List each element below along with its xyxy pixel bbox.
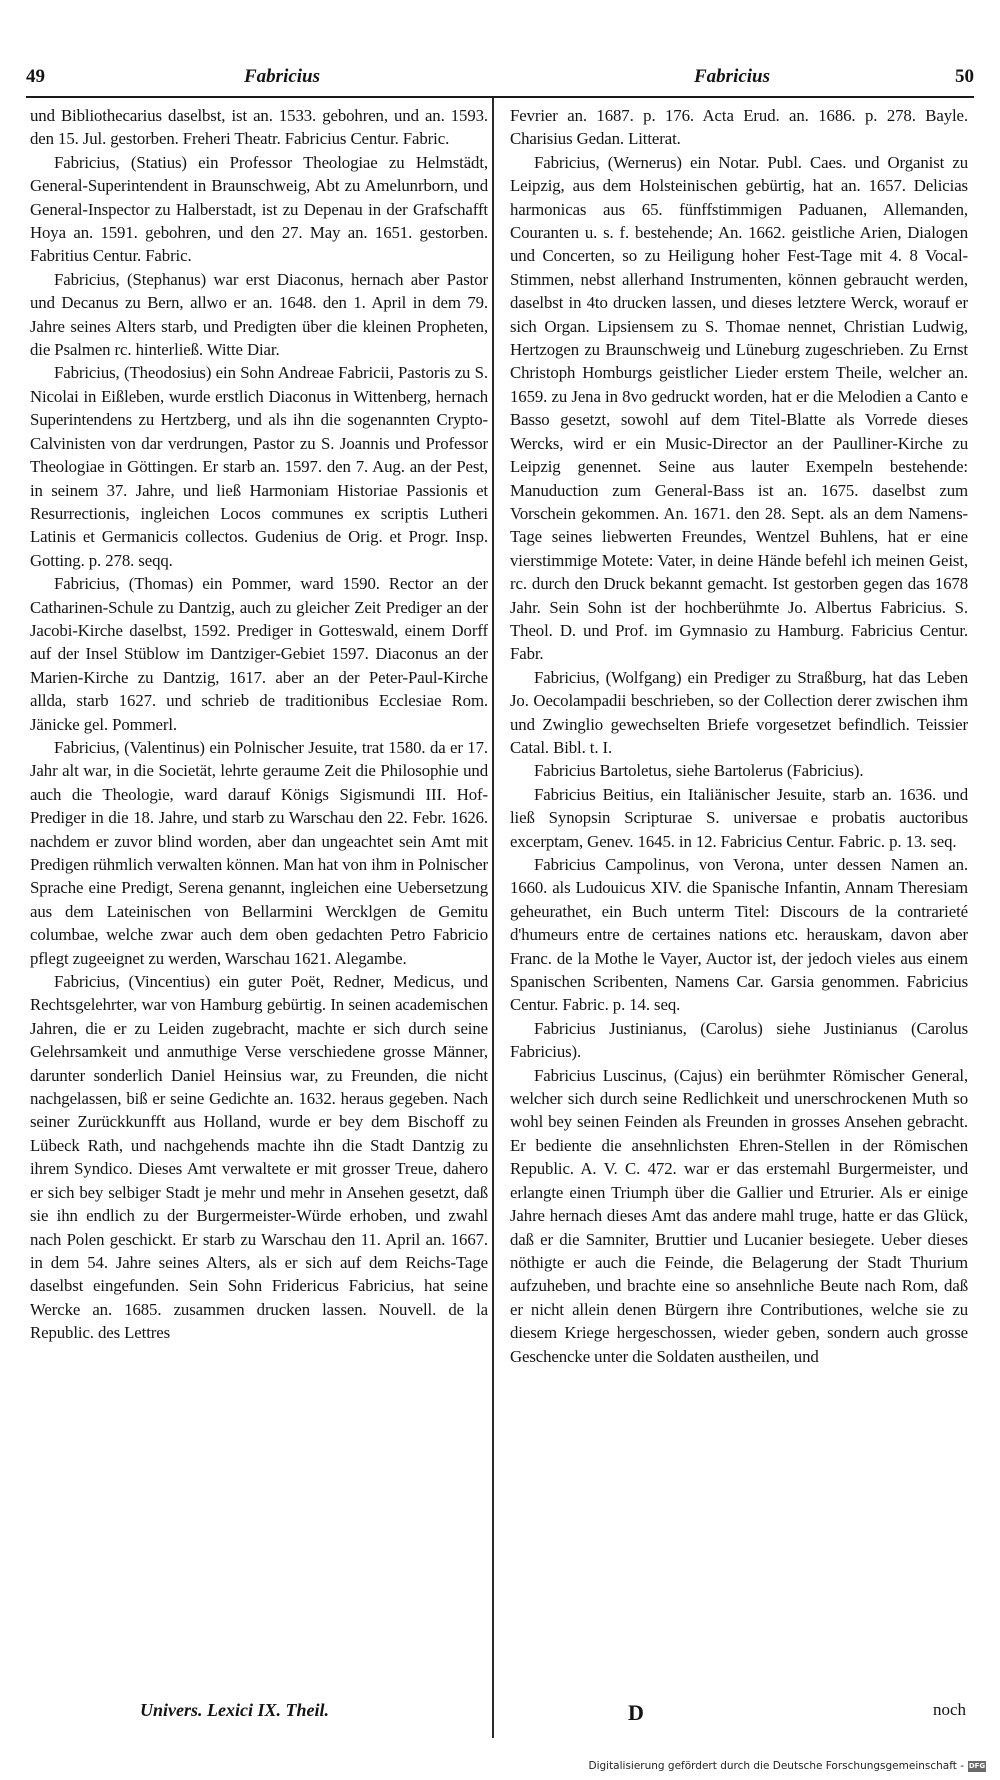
entry-fabricius-campolinus: Fabricius Campolinus, von Verona, unter dessen Namen an. 1660. als Ludouicus XIV. die Spanische Infantin, Annam Theresiam geheurathet, ein Buch unterm Titel: Discours de la contrarieté d'humeurs entre de certaines nations etc. herauskam, davon aber Franc. de la Mothe le Vayer, Auctor ist, der jedoch vieles aus einem Spanischen Scribenten, Namens Car. Garsia genommen. Fabricius Centur. Fabric. p. 14. seq. — [510, 855, 968, 1015]
digitization-credit — [588, 1758, 986, 1774]
entry-fabricius-luscinus: Fabricius Luscinus, (Cajus) ein berühmter Römischer General, welcher sich durch seine Redlichkeit und unerschrockenen Muth so wohl bey seinen Feinden als Freunden in grosses Ansehen gebracht. Er bediente die ansehnlichsten Ehren-Stellen in der Römischen Republic. A. V. C. 472. war er das erstemahl Burgermeister, und erlangte einen Triumph über die Gallier und Etrurier. Als er einige Jahre hernach dieses Amt das andere mahl truge, hatte er das Glück, daß er die Samniter, Bruttier und Lucanier besiegete. Ueber dieses nöthigte er auch die Feinde, die Belagerung der Stadt Thurium aufzuheben, und brachte eine so ansehnliche Beute nach Rom, daß er nicht allein denen Bürgern ihre Contributiones, welche sie zu diesem Kriege hergeschossen, wieder geben, sondern auch grosse Geschencke unter die Soldaten austheilen, und — [510, 1065, 968, 1366]
entry-continuation-right: Fevrier an. 1687. p. 176. Acta Erud. an. 1686. p. 278. Bayle. Charisius Gedan. Litterat. — [510, 106, 968, 149]
entry-fabricius-vincentius: Fabricius, (Vincentius) ein guter Poët, Redner, Medicus, und Rechtsgelehrter, war von Hamburg gebürtig. In seinen academischen Jahren, die er zu Leiden zugebracht, machte er sich durch seine Gelehrsamkeit und anmuthige Verse verschiedene grosse Männer, darunter sonderlich Daniel Heinsius war, zu Freunden, die nicht nachgelassen, biß er seine Gedichte an. 1632. heraus gegeben. Nach seiner Zurückkunfft aus Holland, wurde er bey dem Bischoff zu Lübeck Rath, und nachgehends machte ihn die Stadt Dantzig zu ihrem Syndico. Dieses Amt verwaltete er mit grosser Treue, dahero er sich bey selbiger Stadt je mehr und mehr in Ansehen gesetzt, daß sie ihn endlich zu der Burgermeister-Würde erhoben, und zwahl nach Polen geschickt. Er starb zu Warschau den 11. April an. 1667. in dem 54. Jahre seines Alters, als er sich auf dem Reichs-Tage daselbst eingefunden. Sein Sohn Fridericus Fabricius, hat seine Wercke an. 1685. zusammen drucken lassen. Nouvell. de la Republic. des Lettres — [30, 972, 488, 1343]
running-header — [26, 66, 974, 96]
column-separator — [492, 98, 494, 1738]
running-head-left: Fabricius — [244, 66, 321, 87]
entry-fabricius-wernerus: Fabricius, (Wernerus) ein Notar. Publ. Caes. und Organist zu Leipzig, aus dem Holsteinischen gebürtig, hat an. 1657. Delicias harmonicas aus 65. fünffstimmigen Paduanen, Allemanden, Couranten u. s. f. bestehende; An. 1662. geistliche Arien, Dialogen und Concerten, so zu Heiligung hoher Fest-Tage mit 4. 8 Vocal-Stimmen, nebst allerhand Instrumenten, können gebraucht werden, daselbst in 4to drucken lassen, und dieses letztere Werck, worauf er sich Organ. Lipsiensem zu S. Thomae nennet, Christian Ludwig, Hertzogen zu Braunschweig und Lüneburg zugeschrieben. Zu Ernst Christoph Homburgs geistlicher Lieder erstem Theile, welcher an. 1659. zu Jena in 8vo gedruckt worden, hat er die Melodien a Canto e Basso gesetzt, sowohl auf dem Titel-Blatte als Vorrede dieses Wercks, wird er ein Music-Director an der Paulliner-Kirche zu Leipzig genennet. Seine aus lauter Exempeln bestehende: Manuduction zum General-Bass ist an. 1675. daselbst zum Vorschein gekommen. An. 1671. den 28. Sept. als an dem Namens-Tage seines liebwerten Freundes, Wentzel Buhlens, hat er eine vierstimmige Motete: Vater, in deine Hände befehl ich meinen Geist, rc. durch den Druck bekannt gemacht. Ist gestorben gegen das 1678 Jahr. Sein Sohn ist der hochberühmte Jo. Albertus Fabricius. S. Theol. D. und Prof. im Gymnasio zu Hamburg. Fabricius Centur. Fabr. — [510, 152, 968, 664]
entry-fabricius-bartoletus: Fabricius Bartoletus, siehe Bartolerus (Fabricius). — [534, 761, 864, 781]
header-rule — [26, 96, 974, 98]
entry-fabricius-theodosius: Fabricius, (Theodosius) ein Sohn Andreae Fabricii, Pastoris zu S. Nicolai in Eißleben, wurde erstlich Diaconus in Wittenberg, hernach Superintendens zu Hertzberg, und als ihn die sogenannten Crypto-Calvinisten von dar verdrungen, Pastor zu S. Joannis und Professor Theologiae in Göttingen. Er starb an. 1597. den 7. Aug. an der Pest, in seinem 37. Jahre, und ließ Harmoniam Historiae Passionis et Resurrectionis, ingleichen Locos communes ex scriptis Lutheri Latinis et Germanicis collectos. Gudenius de Orig. et Progr. Insp. Gotting. p. 278. seqq. — [30, 363, 488, 570]
dfg-logo-icon: DFG — [968, 1761, 986, 1770]
entry-fabricius-valentinus: Fabricius, (Valentinus) ein Polnischer Jesuite, trat 1580. da er 17. Jahr alt war, in die Societät, lehrte geraume Zeit die Philosophie und auch die Theologie, ward darauf Königs Sigismundi III. Hof-Prediger in die 18. Jahre, und starb zu Warschau den 22. Febr. 1626. nachdem er zuvor blind worden, aber dan ungeachtet sein Amt mit Predigen rühmlich verwalten können. Man hat von ihm in Polnischer Sprache eine Predigt, Serena genannt, ingleichen eine Uebersetzung aus dem Lateinischen von Bellarmini Wercklgen de Gemitu columbae, welche zwar auch dem oben gedachten Petro Fabricio pflegt zugeeignet zu werden, Warschau 1621. Alegambe. — [30, 737, 488, 968]
catchword: noch — [932, 1700, 966, 1719]
page-number-right: 50 — [955, 66, 974, 87]
signature-line: Univers. Lexici IX. Theil. — [140, 1700, 329, 1720]
entry-continuation: und Bibliothecarius daselbst, ist an. 1533. gebohren, und an. 1593. den 15. Jul. gestorben. Freheri Theatr. Fabricius Centur. Fabric. — [30, 106, 488, 149]
running-head-right: Fabricius — [694, 66, 771, 87]
entry-fabricius-statius: Fabricius, (Statius) ein Professor Theologiae zu Helmstädt, General-Superintendent in Braunschweig, Abt zu Amelunrborn, und General-Inspector zu Halberstadt, ist zu Depenau in der Grafschafft Hoya an. 1591. gebohren, und den 27. May an. 1651. gestorben. Fabritius Centur. Fabric. — [30, 152, 488, 266]
right-column — [510, 104, 968, 1722]
left-column — [30, 104, 488, 1722]
sheet-signature: D — [628, 1700, 644, 1725]
entry-fabricius-beitius: Fabricius Beitius, ein Italiänischer Jesuite, starb an. 1636. und ließ Synopsin Scripturae S. universae e probatis auctoribus excerptam, Genev. 1645. in 12. Fabricius Centur. Fabric. p. 13. seq. — [510, 784, 968, 851]
entry-fabricius-wolfgang: Fabricius, (Wolfgang) ein Prediger zu Straßburg, hat das Leben Jo. Oecolampadii beschrieben, so der Collection derer zwischen ihm und Zwinglio gewechselten Briefe vorgesetzet befindlich. Teissier Catal. Bibl. t. I. — [510, 667, 968, 757]
entry-fabricius-thomas: Fabricius, (Thomas) ein Pommer, ward 1590. Rector an der Catharinen-Schule zu Dantzig, auch zu gleicher Zeit Prediger an der Jacobi-Kirche daselbst, 1592. Prediger in Gotteswald, einem Dorff auf der Insel Stüblow im Dantziger-Gebiet 1597. Diaconus an der Marien-Kirche zu Dantzig, 1617. aber an der Peter-Paul-Kirche allda, starb 1627. und schrieb de traditionibus Ecclesiae Rom. Jänicke gel. Pommerl. — [30, 574, 488, 734]
entry-fabricius-justinianus: Fabricius Justinianus, (Carolus) siehe Justinianus (Carolus Fabricius). — [510, 1018, 968, 1062]
credit-text: Digitalisierung gefördert durch die Deutsche Forschungsgemeinschaft - — [588, 1760, 964, 1772]
page-number-left: 49 — [26, 66, 45, 87]
entry-fabricius-stephanus: Fabricius, (Stephanus) war erst Diaconus, hernach aber Pastor und Decanus zu Bern, allwo er an. 1648. den 1. April in dem 79. Jahre seines Alters starb, und Predigten über die kleinen Propheten, die Psalmen rc. hinterließ. Witte Diar. — [30, 269, 488, 360]
